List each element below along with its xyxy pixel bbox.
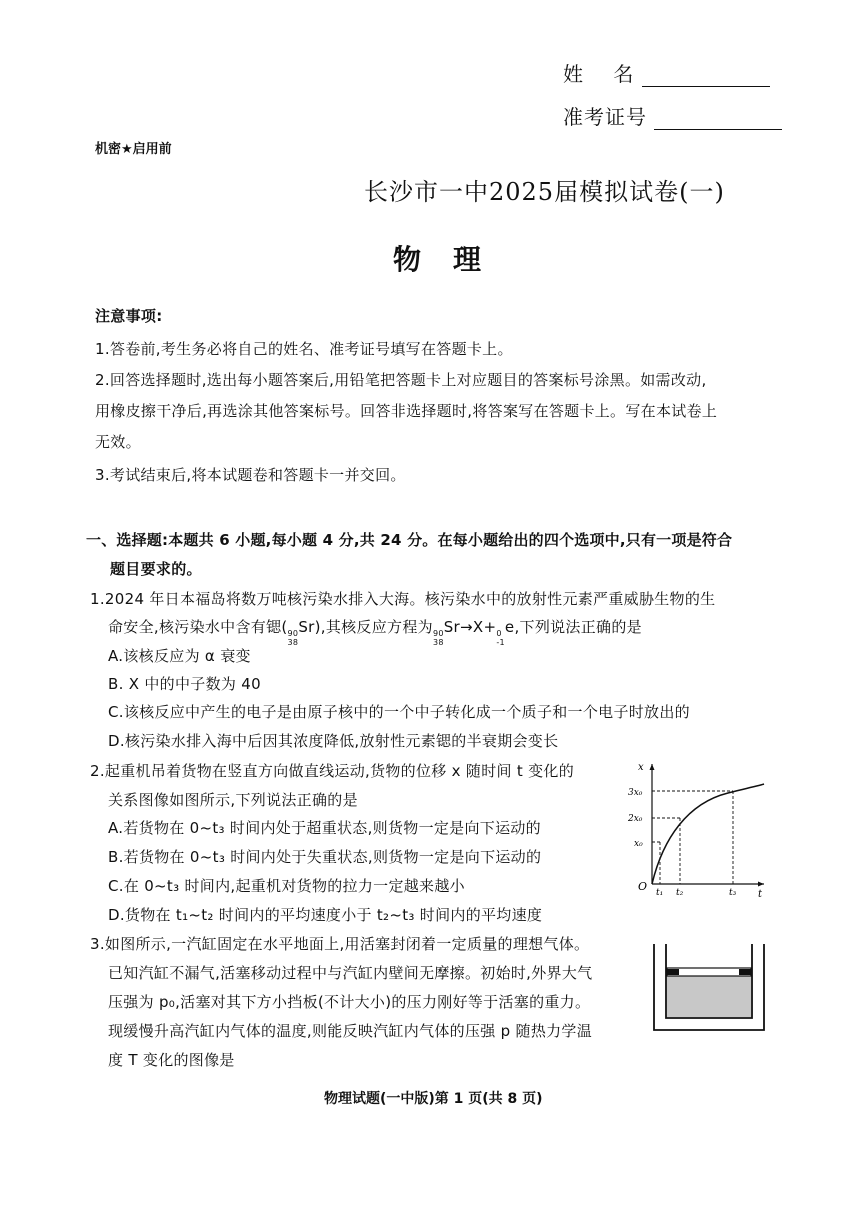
origin-label: O	[638, 880, 648, 893]
q1-stem-line-1: 1.2024 年日本福岛将数万吨核污染水排入大海。核污染水中的放射性元素严重威胁生物的生	[90, 590, 716, 608]
q2-displacement-time-graph	[618, 758, 768, 898]
exam-id-blank[interactable]	[654, 109, 782, 130]
q1-stem-line-2: 命安全,核污染水中含有锶( 90 38 Sr),其核反应方程为 90 38 Sr→X+ 0 -1 e,下列说法正确的是	[108, 618, 642, 647]
x-axis-arrow	[650, 764, 655, 770]
tick-t3: t₃	[729, 888, 737, 898]
exam-id-label: 准考证号	[563, 105, 647, 129]
subject-title: 物理	[393, 243, 514, 276]
q2-stem-line-1: 2.起重机吊着货物在竖直方向做直线运动,货物的位移 x 随时间 t 变化的	[90, 762, 575, 780]
x-axis-label: t	[758, 889, 763, 898]
q3-stem-line-2: 已知汽缸不漏气,活塞移动过程中与汽缸内壁间无摩擦。初始时,外界大气	[108, 964, 593, 982]
q3-stem-line-1: 3.如图所示,一汽缸固定在水平地面上,用活塞封闭着一定质量的理想气体。	[90, 935, 590, 953]
q3-cylinder-figure	[650, 940, 768, 1036]
tick-t1: t₁	[656, 888, 664, 898]
x-t-curve	[652, 784, 764, 884]
q2-option-c: C.在 0~t₃ 时间内,起重机对货物的拉力一定越来越小	[108, 877, 465, 895]
tick-t2: t₂	[676, 888, 684, 898]
q1-option-a: A.该核反应为 α 衰变	[108, 647, 251, 665]
q2-option-a: A.若货物在 0~t₃ 时间内处于超重状态,则货物一定是向下运动的	[108, 819, 541, 837]
page-footer: 物理试题(一中版)第 1 页(共 8 页)	[324, 1091, 543, 1107]
piston	[667, 968, 751, 976]
q2-option-d: D.货物在 t₁~t₂ 时间内的平均速度小于 t₂~t₃ 时间内的平均速度	[108, 906, 543, 924]
exam-title: 长沙市一中2025届模拟试卷(一)	[364, 178, 725, 206]
secret-mark: 机密★启用前	[95, 142, 172, 157]
q3-stem-line-4: 现缓慢升高汽缸内气体的温度,则能反映汽缸内气体的压强 p 随热力学温	[108, 1022, 593, 1040]
t-axis-arrow	[758, 882, 764, 887]
sr-nuclide-scripts: 90 38	[287, 629, 299, 647]
section-1-instruction-line-1: 一、选择题:本题共 6 小题,每小题 4 分,共 24 分。在每小题给出的四个选项中,只有一项是符合	[86, 531, 733, 549]
q2-option-b: B.若货物在 0~t₃ 时间内处于失重状态,则货物一定是向下运动的	[108, 848, 542, 866]
notice-item-2-line-3: 无效。	[95, 433, 141, 451]
q3-stem-line-3: 压强为 p₀,活塞对其下方小挡板(不计大小)的压力刚好等于活塞的重力。	[108, 993, 591, 1011]
tick-2x0: 2x₀	[628, 814, 643, 824]
notice-heading: 注意事项:	[95, 307, 163, 325]
notice-item-2-line-1: 2.回答选择题时,选出每小题答案后,用铅笔把答题卡上对应题目的答案标号涂黑。如需改动,	[95, 371, 707, 389]
q3-stem-line-5: 度 T 变化的图像是	[108, 1051, 235, 1069]
q1-option-b: B. X 中的中子数为 40	[108, 675, 261, 693]
exam-id-field	[563, 101, 782, 130]
name-blank[interactable]	[642, 66, 770, 87]
q1-option-c: C.该核反应中产生的电子是由原子核中的一个中子转化成一个质子和一个电子时放出的	[108, 703, 690, 721]
notice-item-1: 1.答卷前,考生务必将自己的姓名、准考证号填写在答题卡上。	[95, 340, 513, 358]
q2-stem-line-2: 关系图像如图所示,下列说法正确的是	[108, 791, 358, 809]
notice-item-2-line-2: 用橡皮擦干净后,再选涂其他答案标号。回答非选择题时,将答案写在答题卡上。写在本试卷上	[95, 402, 718, 420]
tick-3x0: 3x₀	[628, 788, 643, 798]
name-label: 姓 名	[563, 62, 635, 86]
enclosed-gas	[667, 974, 751, 1017]
tick-x0: x₀	[634, 839, 643, 849]
left-stop-block	[667, 969, 679, 975]
section-1-instruction-line-2: 题目要求的。	[110, 560, 202, 578]
y-axis-label: x	[638, 762, 644, 773]
sr-equation-scripts: 90 38	[432, 629, 444, 647]
electron-scripts: 0 -1	[496, 629, 505, 647]
right-stop-block	[739, 969, 751, 975]
notice-item-3: 3.考试结束后,将本试题卷和答题卡一并交回。	[95, 466, 406, 484]
q1-option-d: D.核污染水排入海中后因其浓度降低,放射性元素锶的半衰期会变长	[108, 732, 559, 750]
name-field	[563, 58, 770, 87]
